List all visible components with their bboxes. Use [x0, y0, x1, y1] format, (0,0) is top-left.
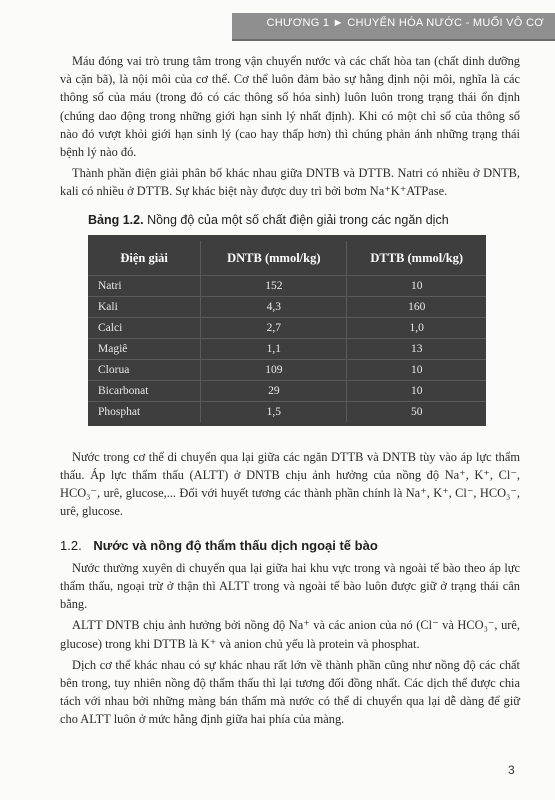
paragraph-2: Thành phần điện giải phân bố khác nhau giữa DNTB và DTTB. Natri có nhiều ở DNTB, kali có nhiều ở DTTB. Sự khác biệt này được duy trì bởi bơm Na⁺K⁺ATPase.	[60, 166, 520, 199]
table-cell: Clorua	[88, 359, 201, 380]
table-cell: Calci	[88, 317, 201, 338]
table-cell: 10	[347, 275, 486, 296]
table-row	[88, 380, 486, 401]
paragraph-5: ALTT DNTB chịu ảnh hưởng bởi nồng độ Na⁺ và các anion của nó (Cl⁻ và HCO₃⁻, urê, glucose) trong khi DTTB là K⁺ và anion chủ yếu là protein và phosphat.	[60, 618, 520, 651]
paragraph-1: Máu đóng vai trò trung tâm trong vận chuyển nước và các chất hòa tan (chất dinh dưỡng và cặn bã), là nội môi của cơ thể. Cơ thể luôn đảm bảo sự hằng định nội môi, nghĩa là các thông số của máu (trong đó có các thông số hóa sinh) luôn luôn trong trạng thái ổn định (chúng dao động trong những giới hạn sinh lý nhất định). Khi có một chỉ số của thông số nào đó vượt khỏi giới hạn sinh lý (cao hay thấp hơn) thì chúng phản ánh những trạng thái bệnh lý nào đó.	[60, 54, 520, 160]
table-row	[88, 275, 486, 296]
section-heading	[60, 537, 520, 555]
page-content	[60, 52, 520, 729]
table-header-cell: DTTB (mmol/kg)	[347, 241, 486, 276]
electrolyte-table	[88, 235, 486, 426]
table-caption	[88, 211, 520, 229]
section-title: Nước và nồng độ thẩm thấu dịch ngoại tế bào	[93, 537, 378, 553]
table-cell: 2,7	[201, 317, 347, 338]
table-cell: 10	[347, 359, 486, 380]
table-cell: 152	[201, 275, 347, 296]
table-caption-label: Bảng 1.2.	[88, 212, 144, 227]
table-row	[88, 317, 486, 338]
paragraph-3: Nước trong cơ thể di chuyển qua lại giữa các ngăn DTTB và DNTB tùy vào áp lực thẩm thấu. Áp lực thẩm thấu (ALTT) ở DNTB chịu ảnh hưởng của nồng độ Na⁺, K⁺, Cl⁻, HCO₃⁻, urê, glucose,... Đối với huyết tương các thành phần chính là Na⁺, K⁺, Cl⁻, HCO₃⁻, urê, glucose.	[60, 449, 520, 519]
table-cell: Natri	[88, 275, 201, 296]
table-row	[88, 296, 486, 317]
table-row	[88, 359, 486, 380]
page-number: 3	[508, 763, 515, 777]
table-cell: 1,0	[347, 317, 486, 338]
table-cell: 4,3	[201, 296, 347, 317]
chapter-header	[0, 0, 555, 42]
table-cell: 29	[201, 380, 347, 401]
table-header-cell: Điện giải	[120, 250, 168, 265]
table-cell: 13	[347, 338, 486, 359]
table-cell: Phosphat	[88, 401, 201, 422]
table-cell: Kali	[88, 296, 201, 317]
table-cell: 109	[201, 359, 347, 380]
table-cell: 50	[347, 401, 486, 422]
table-cell: 1,5	[201, 401, 347, 422]
table-cell: Bicarbonat	[88, 380, 201, 401]
table-header-row	[88, 241, 486, 276]
table-row	[88, 401, 486, 422]
paragraph-6: Dịch cơ thể khác nhau có sự khác nhau rất lớn về thành phần cũng như nồng độ các chất bên trong, tuy nhiên nồng độ thẩm thấu thì lại tương đối đồng nhất. Các dịch thể được chia tách với nhau bởi những màng bán thấm mà nước có thể di chuyển qua lại dễ dàng để giữ cho ALTT luôn ở mức hằng định giữa hai phía của màng.	[60, 657, 520, 727]
paragraph-4: Nước thường xuyên di chuyển qua lại giữa hai khu vực trong và ngoài tế bào theo áp lực thẩm thấu, ngoại trừ ở thận thì ALTT trong và ngoài tế bào luôn được giữ ở trạng thái cân bằng.	[60, 560, 520, 612]
table-cell: 1,1	[201, 338, 347, 359]
table-cell: 10	[347, 380, 486, 401]
table-caption-text: Nồng độ của một số chất điện giải trong các ngăn dịch	[147, 212, 449, 227]
table-header-cell: DNTB (mmol/kg)	[201, 241, 347, 276]
table-row	[88, 338, 486, 359]
chapter-title: CHƯƠNG 1 ► CHUYỂN HÓA NƯỚC - MUỐI VÔ CƠ	[266, 17, 544, 29]
table-cell: Magiê	[88, 338, 201, 359]
section-number: 1.2.	[60, 537, 82, 553]
table-cell: 160	[347, 296, 486, 317]
